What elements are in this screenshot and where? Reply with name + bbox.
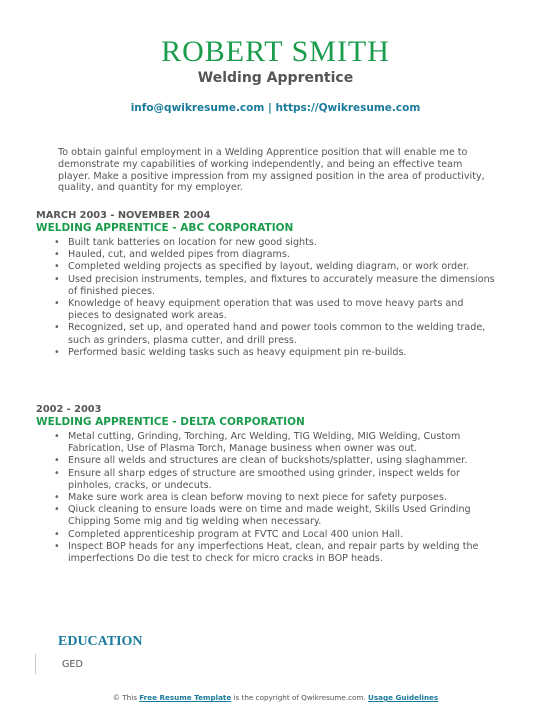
list-item: • Inspect BOP heads for any imperfections Heat, clean, and repair parts by welding the imperfections Do die test to check for micro cracks in BOP heads.	[36, 541, 496, 565]
footer-prefix: © This	[112, 693, 140, 702]
job-bullets	[36, 431, 496, 565]
job-title: WELDING APPRENTICE - DELTA CORPORATION	[36, 416, 305, 428]
usage-guidelines-link[interactable]: Usage Guidelines	[368, 693, 439, 702]
free-template-link[interactable]: Free Resume Template	[139, 693, 232, 702]
candidate-name: ROBERT SMITH	[161, 35, 390, 68]
list-item: • Completed welding projects as specified by layout, welding diagram, or work order.	[36, 261, 496, 273]
job-dates: MARCH 2003 - NOVEMBER 2004	[36, 210, 211, 221]
footer-middle: is the copyright of Qwikresume.com.	[231, 693, 369, 702]
list-item: • Built tank batteries on location for new good sights.	[36, 237, 496, 249]
list-item: • Ensure all sharp edges of structure are smoothed using grinder, inspect welds for pinholes, cracks, or undecuts.	[36, 468, 496, 492]
list-item: • Ensure all welds and structures are clean of buckshots/splatter, using slaghammer.	[36, 455, 496, 467]
education-item: GED	[62, 659, 83, 670]
contact-separator: |	[264, 102, 276, 114]
list-item: • Used precision instruments, temples, and fixtures to accurately measure the dimensions of finished pieces.	[36, 274, 496, 298]
list-item: • Hauled, cut, and welded pipes from diagrams.	[36, 249, 496, 261]
list-item: • Knowledge of heavy equipment operation that was used to move heavy parts and pieces to designated work areas.	[36, 298, 496, 322]
job-bullets	[36, 237, 496, 359]
job-dates: 2002 - 2003	[36, 404, 102, 415]
list-item: • Make sure work area is clean beforw moving to next piece for safety purposes.	[36, 492, 496, 504]
list-item: • Metal cutting, Grinding, Torching, Arc Welding, TIG Welding, MIG Welding, Custom Fabrication, Use of Plasma Torch, Manage business when owner was out.	[36, 431, 496, 455]
email-link[interactable]: info@qwikresume.com	[130, 102, 265, 114]
education-heading: EDUCATION	[58, 634, 143, 649]
education-divider	[35, 654, 36, 674]
summary-paragraph: To obtain gainful employment in a Welding Apprentice position that will enable me to demonstrate my capabilities of working independently, and being an effective team player. Make a positive impression from my assigned position in the area of productivity, quality, and quantity for my employer.	[58, 147, 485, 194]
list-item: • Completed apprenticeship program at FVTC and Local 400 union Hall.	[36, 529, 496, 541]
resume-header	[0, 0, 551, 114]
website-link[interactable]: https://Qwikresume.com	[275, 102, 421, 114]
job-title: WELDING APPRENTICE - ABC CORPORATION	[36, 222, 294, 234]
list-item: • Recognized, set up, and operated hand and power tools common to the welding trade, such as grinders, plasma cutter, and drill press.	[36, 322, 496, 346]
candidate-title: Welding Apprentice	[197, 70, 354, 86]
experience-entry	[36, 210, 496, 359]
experience-entry	[36, 404, 496, 565]
footer	[0, 693, 551, 702]
list-item: • Performed basic welding tasks such as heavy equipment pin re-builds.	[36, 347, 496, 359]
contact-line	[0, 102, 551, 114]
list-item: • Qiuck cleaning to ensure loads were on time and made weight, Skills Used Grinding Chipping Some mig and tig welding when necessary.	[36, 504, 496, 528]
